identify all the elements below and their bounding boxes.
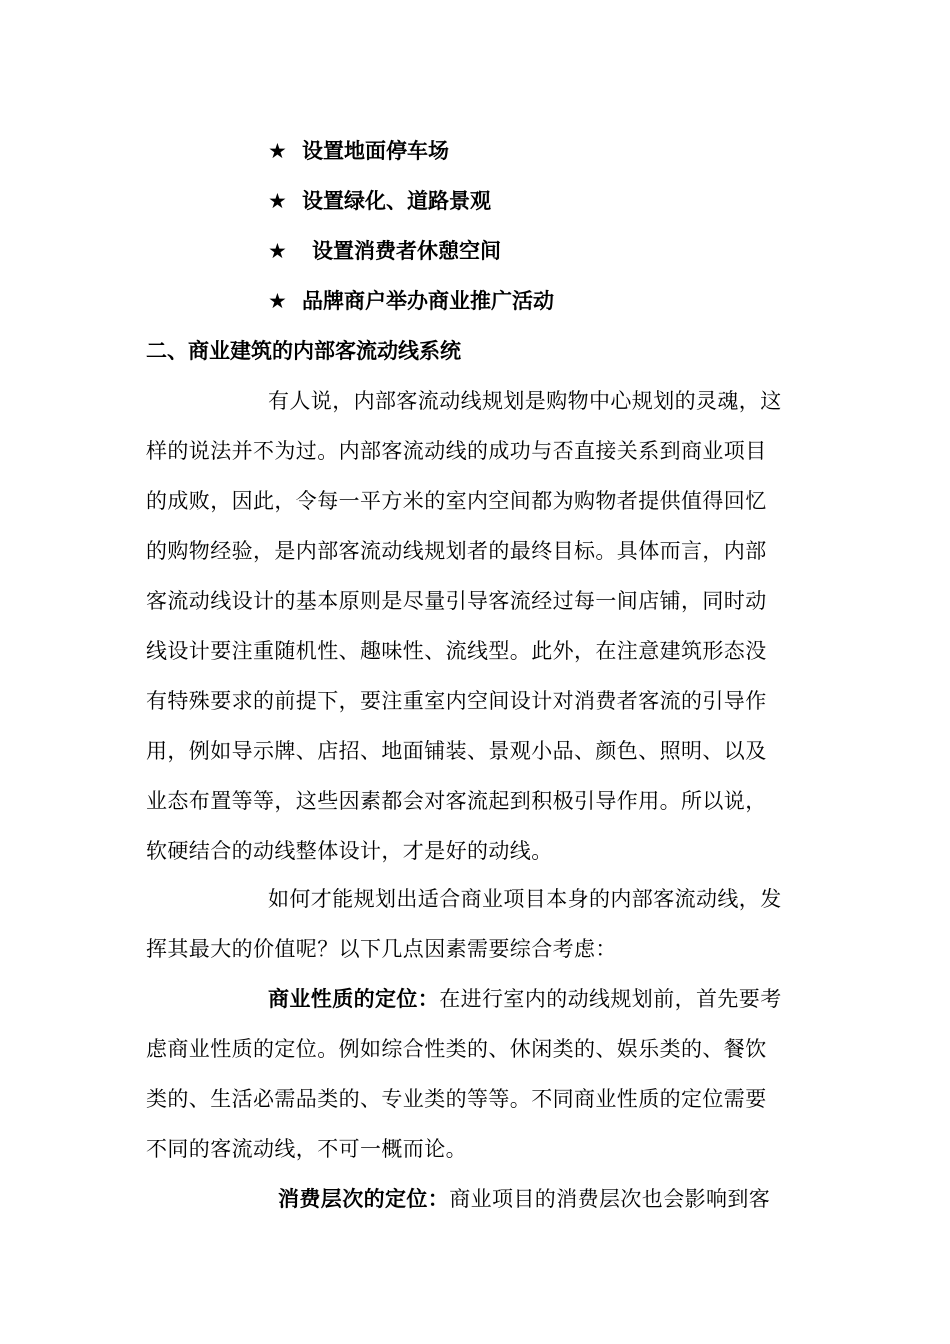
- paragraph-intro: [146, 376, 806, 876]
- paragraph-line: 有特殊要求的前提下，要注重室内空间设计对消费者客流的引导作: [146, 689, 767, 713]
- star-icon: ★: [268, 189, 287, 213]
- paragraph-line: 软硬结合的动线整体设计，才是好的动线。: [146, 839, 553, 863]
- term-label: 商业性质的定位：: [268, 987, 440, 1011]
- paragraph-line: 的购物经验，是内部客流动线规划者的最终目标。具体而言，内部: [146, 539, 767, 563]
- paragraph-line: [146, 974, 806, 1024]
- paragraph-business-nature: [146, 974, 806, 1174]
- bullet-item-promotion: [268, 286, 554, 316]
- paragraph-line: 用，例如导示牌、店招、地面铺装、景观小品、颜色、照明、以及: [146, 739, 767, 763]
- star-icon: ★: [268, 139, 287, 163]
- paragraph-line: 业态布置等等，这些因素都会对客流起到积极引导作用。所以说，: [146, 789, 767, 813]
- term-text: 商业项目的消费层次也会影响到客: [449, 1187, 771, 1211]
- bullet-item-parking: [268, 136, 449, 166]
- paragraph-line: 有人说，内部客流动线规划是购物中心规划的灵魂，这: [268, 389, 782, 413]
- bullet-item-rest-space: [268, 236, 501, 266]
- term-label: 消费层次的定位：: [278, 1187, 450, 1211]
- paragraph-question: [146, 874, 806, 974]
- paragraph-line: 如何才能规划出适合商业项目本身的内部客流动线，发: [268, 887, 782, 911]
- star-icon: ★: [268, 239, 287, 263]
- paragraph-line: 不同的客流动线，不可一概而论。: [146, 1137, 467, 1161]
- paragraph-line: 线设计要注重随机性、趣味性、流线型。此外，在注意建筑形态没: [146, 639, 767, 663]
- bullet-text: 设置消费者休憩空间: [312, 239, 501, 263]
- paragraph-line: 的成败，因此，令每一平方米的室内空间都为购物者提供值得回忆: [146, 489, 767, 513]
- paragraph-line: 样的说法并不为过。内部客流动线的成功与否直接关系到商业项目: [146, 439, 767, 463]
- paragraph-line: [146, 1174, 806, 1224]
- paragraph-line: 虑商业性质的定位。例如综合性类的、休闲类的、娱乐类的、餐饮: [146, 1037, 767, 1061]
- paragraph-line: 类的、生活必需品类的、专业类的等等。不同商业性质的定位需要: [146, 1087, 767, 1111]
- bullet-text: 设置地面停车场: [302, 139, 449, 163]
- star-icon: ★: [268, 289, 287, 313]
- bullet-text: 品牌商户举办商业推广活动: [302, 289, 554, 313]
- term-text: 在进行室内的动线规划前，首先要考: [439, 987, 782, 1011]
- paragraph-line: 客流动线设计的基本原则是尽量引导客流经过每一间店铺，同时动: [146, 589, 767, 613]
- bullet-item-landscape: [268, 186, 491, 216]
- section-heading: 二、商业建筑的内部客流动线系统: [146, 339, 461, 363]
- bullet-text: 设置绿化、道路景观: [302, 189, 491, 213]
- paragraph-consumption-level: [146, 1174, 806, 1224]
- paragraph-line: 挥其最大的价值呢？以下几点因素需要综合考虑：: [146, 937, 617, 961]
